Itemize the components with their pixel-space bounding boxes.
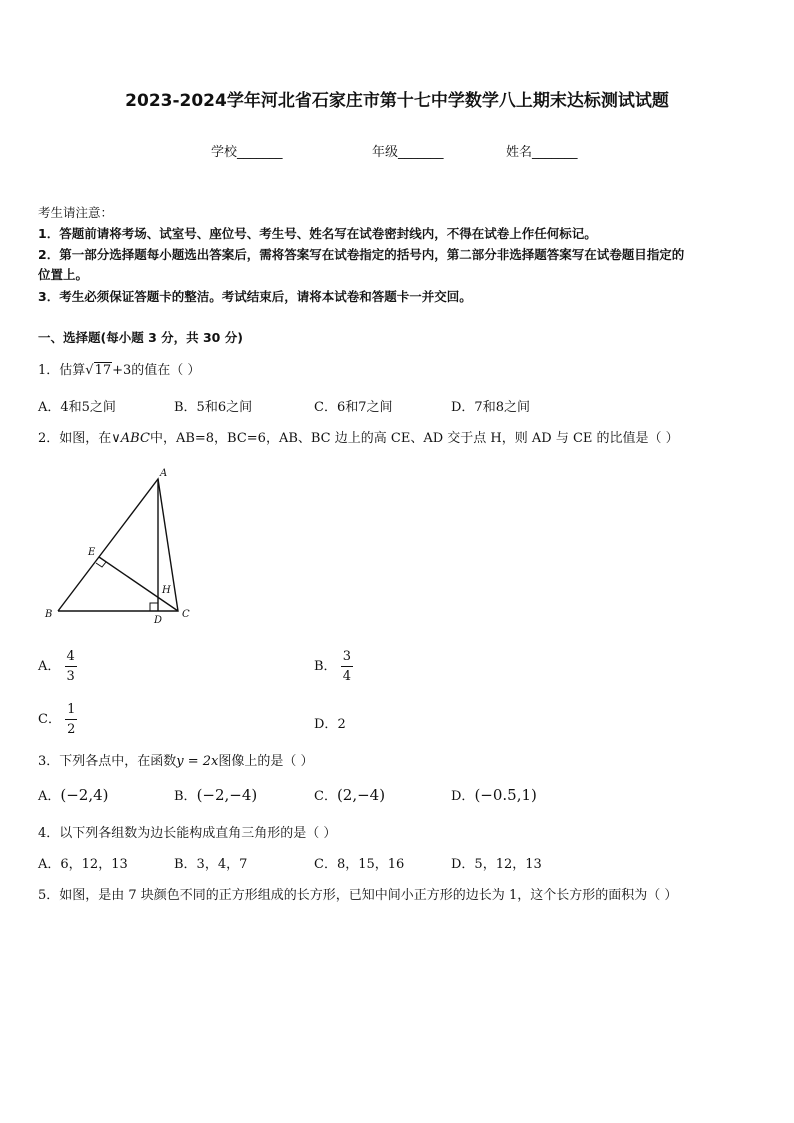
label-a: A [160,468,168,479]
q4-option-a[interactable]: A．6，12，13 [38,857,128,872]
question-2 [38,427,679,446]
q3-function: y = 2x [176,754,219,769]
question-5: 5．如图，是由 7 块颜色不同的正方形组成的长方形，已知中间小正方形的边长为 1，这个长方形的面积为（ ） [38,888,678,903]
q3-suffix: 图像上的是（ ） [218,754,314,769]
q3-option-c[interactable]: C．(2,−4) [314,786,386,804]
q1-prefix: 1．估算 [38,363,86,378]
name-field: 姓名_______ [506,145,578,160]
q2-option-b-fraction: $\frac{3}{4}$ [342,649,351,684]
notice-item-3: 3．考生必须保证答题卡的整洁。考试结束后，请将本试卷和答题卡一并交回。 [38,289,472,304]
q2-option-a-letter: A． [38,659,61,674]
q1-suffix: 的值在（ ） [131,363,201,378]
q2-option-d-letter: D． [314,717,338,732]
right-angle-e [96,562,106,567]
question-4: 4．以下列各组数为边长能构成直角三角形的是（ ） [38,826,337,841]
q2-prefix: 2．如图，在 [38,431,112,446]
label-c: C [182,609,190,620]
q1-option-b[interactable]: B．5和6之间 [174,400,253,415]
notice-item-2-cont: 位置上。 [38,267,89,282]
label-h: H [162,585,171,596]
q1-option-d[interactable]: D．7和8之间 [451,400,530,415]
notice-item-1: 1．答题前请将考场、试室号、座位号、考生号、姓名写在试卷密封线内，不得在试卷上作任何标记。 [38,226,597,241]
q2-triangle: ∨ABC [111,431,150,446]
q4-option-c[interactable]: C．8，15，16 [314,857,405,872]
q2-suffix: 中，AB=8，BC=6，AB、BC 边上的高 CE、AD 交于点 H，则 AD 与 CE 的比值是（ ） [149,431,679,446]
label-e: E [88,547,96,558]
altitude-ce [99,557,178,611]
q1-radicand: 17 [94,363,112,378]
q2-option-b-letter: B． [314,659,337,674]
q2-option-d[interactable] [314,713,346,732]
q3-option-a[interactable]: A．(−2,4) [38,786,109,804]
q4-option-d[interactable]: D．5，12，13 [451,857,542,872]
q4-option-b[interactable]: B．3，4，7 [174,857,248,872]
notice-heading: 考生请注意： [38,205,114,220]
q3-option-d[interactable]: D．(−0.5,1) [451,786,537,804]
q2-option-c-fraction: $\frac{1}{2}$ [67,702,76,737]
q1-plus: +3 [112,363,132,378]
page-title: 2023-2024学年河北省石家庄市第十七中学数学八上期末达标测试试题 [125,91,669,111]
school-field: 学校_______ [211,145,283,160]
q2-option-a-fraction: $\frac{4}{3}$ [66,649,75,684]
q1-option-c[interactable]: C．6和7之间 [314,400,393,415]
q2-option-c[interactable] [38,703,77,736]
label-d: D [154,615,163,626]
q3-prefix: 3．下列各点中，在函数 [38,754,177,769]
triangle-figure [38,465,208,627]
q1-option-a[interactable]: A．4和5之间 [38,400,116,415]
right-angle-d [150,603,158,611]
question-1: 1．估算√17+3的值在（ ） [38,363,201,378]
q2-option-a[interactable] [38,650,77,683]
q2-option-c-letter: C． [38,712,61,727]
q2-option-d-text: 2 [337,717,346,732]
grade-field: 年级_______ [372,145,444,160]
section-heading: 一、选择题(每小题 3 分，共 30 分) [38,330,243,345]
q2-option-b[interactable] [314,650,353,683]
q3-option-b[interactable]: B．(−2,−4) [174,786,258,804]
triangle-abc [58,479,178,611]
question-3 [38,750,314,769]
notice-item-2: 2．第一部分选择题每小题选出答案后，需将答案写在试卷指定的括号内，第二部分非选择题答案写在试卷题目指定的 [38,247,685,262]
label-b: B [45,609,53,620]
